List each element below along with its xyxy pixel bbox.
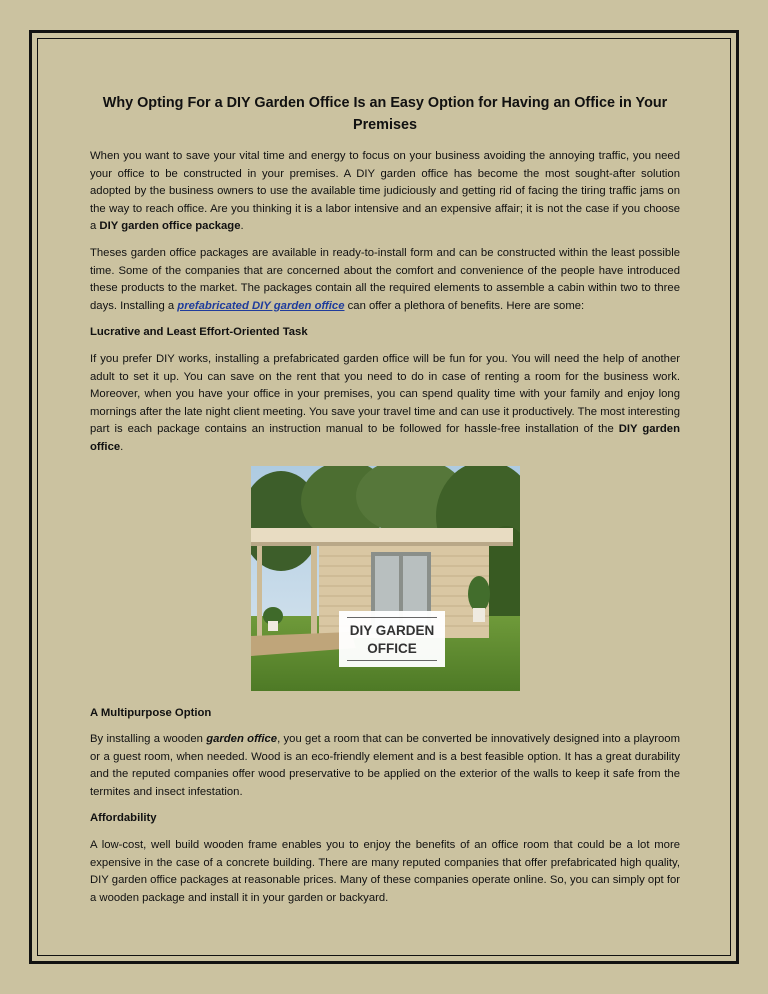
paragraph-text: Theses garden office packages are available in ready-to-install form and can be constructed within the least possible time. Some of the companies that are concerned about the comfort and convenience of the people have introduced these products to the market. The packages contain all the required elements to assemble a cabin within two to three days. Installing a [90,246,680,312]
bold-phrase: DIY garden office [90,423,680,453]
prefabricated-office-link[interactable]: prefabricated DIY garden office [177,299,345,312]
bold-italic-phrase: garden office [206,733,278,746]
document-title: Why Opting For a DIY Garden Office Is an Easy Option for Having an Office in Your Premises [102,95,668,133]
paragraph-text: If you prefer DIY works, installing a prefabricated garden office will be fun for you. You will need the help of another adult to set it up. You can save on the rent that you need to do in case of renting a room for the business work. Moreover, when you have your office in your premises, you can spend quality time with your family and enjoy long mornings after the late night client meeting. You save your travel time and can use it productively. The most interesting part is each package contains an instruction manual to be followed for hassle-free installation of the [90,352,680,436]
paragraph-text: When you want to save your vital time and energy to focus on your business avoiding the annoying traffic, you need your office to be constructed in your premises. A DIY garden office has become the most sought-after solution adopted by the business owners to use the available time judiciously and getting rid of facing the tiring traffic jams on the way to reach office. Are you thinking it is a labor intensive and an expensive affair; it is not the case if you choose a [90,150,680,233]
section-heading-affordability: Affordability [90,812,157,825]
paragraph-end: . [240,220,244,233]
paragraph-intro [90,148,680,236]
paragraph-end: . [120,440,124,453]
bold-phrase: DIY garden office package [99,220,241,233]
paragraph-lucrative [90,351,680,457]
document-content [90,92,680,916]
paragraph-end: can offer a plethora of benefits. Here are some: [344,299,585,312]
paragraph-multipurpose [90,731,680,801]
paragraph-text: By installing a wooden [90,733,207,746]
garden-office-photo [251,466,520,691]
paragraph-affordability: A low-cost, well build wooden frame enables you to enjoy the benefits of an office room that could be a lot more expensive in the case of a concrete building. There are many reputed companies that offer prefabricated high quality, DIY garden office packages at reasonable prices. Many of these companies operate online. So, you can simply opt for a wooden package and install it in your garden or backyard. [90,839,680,904]
photo-label-line2: OFFICE [366,640,417,656]
section-heading-multipurpose: A Multipurpose Option [90,706,212,719]
section-heading-lucrative: Lucrative and Least Effort-Oriented Task [90,326,308,339]
paragraph-packages [90,245,680,315]
photo-label-line1: DIY GARDEN [349,622,434,638]
paragraph-end: , you get a room that can be converted be innovatively designed into a playroom or a guest room, when needed. Wood is an eco-friendly element and is a best feasible option. It has a great durability and the reputed companies offer wood preservative to be applied on the exterior of the walls to keep it safe from the termites and insect infestation. [90,733,680,798]
